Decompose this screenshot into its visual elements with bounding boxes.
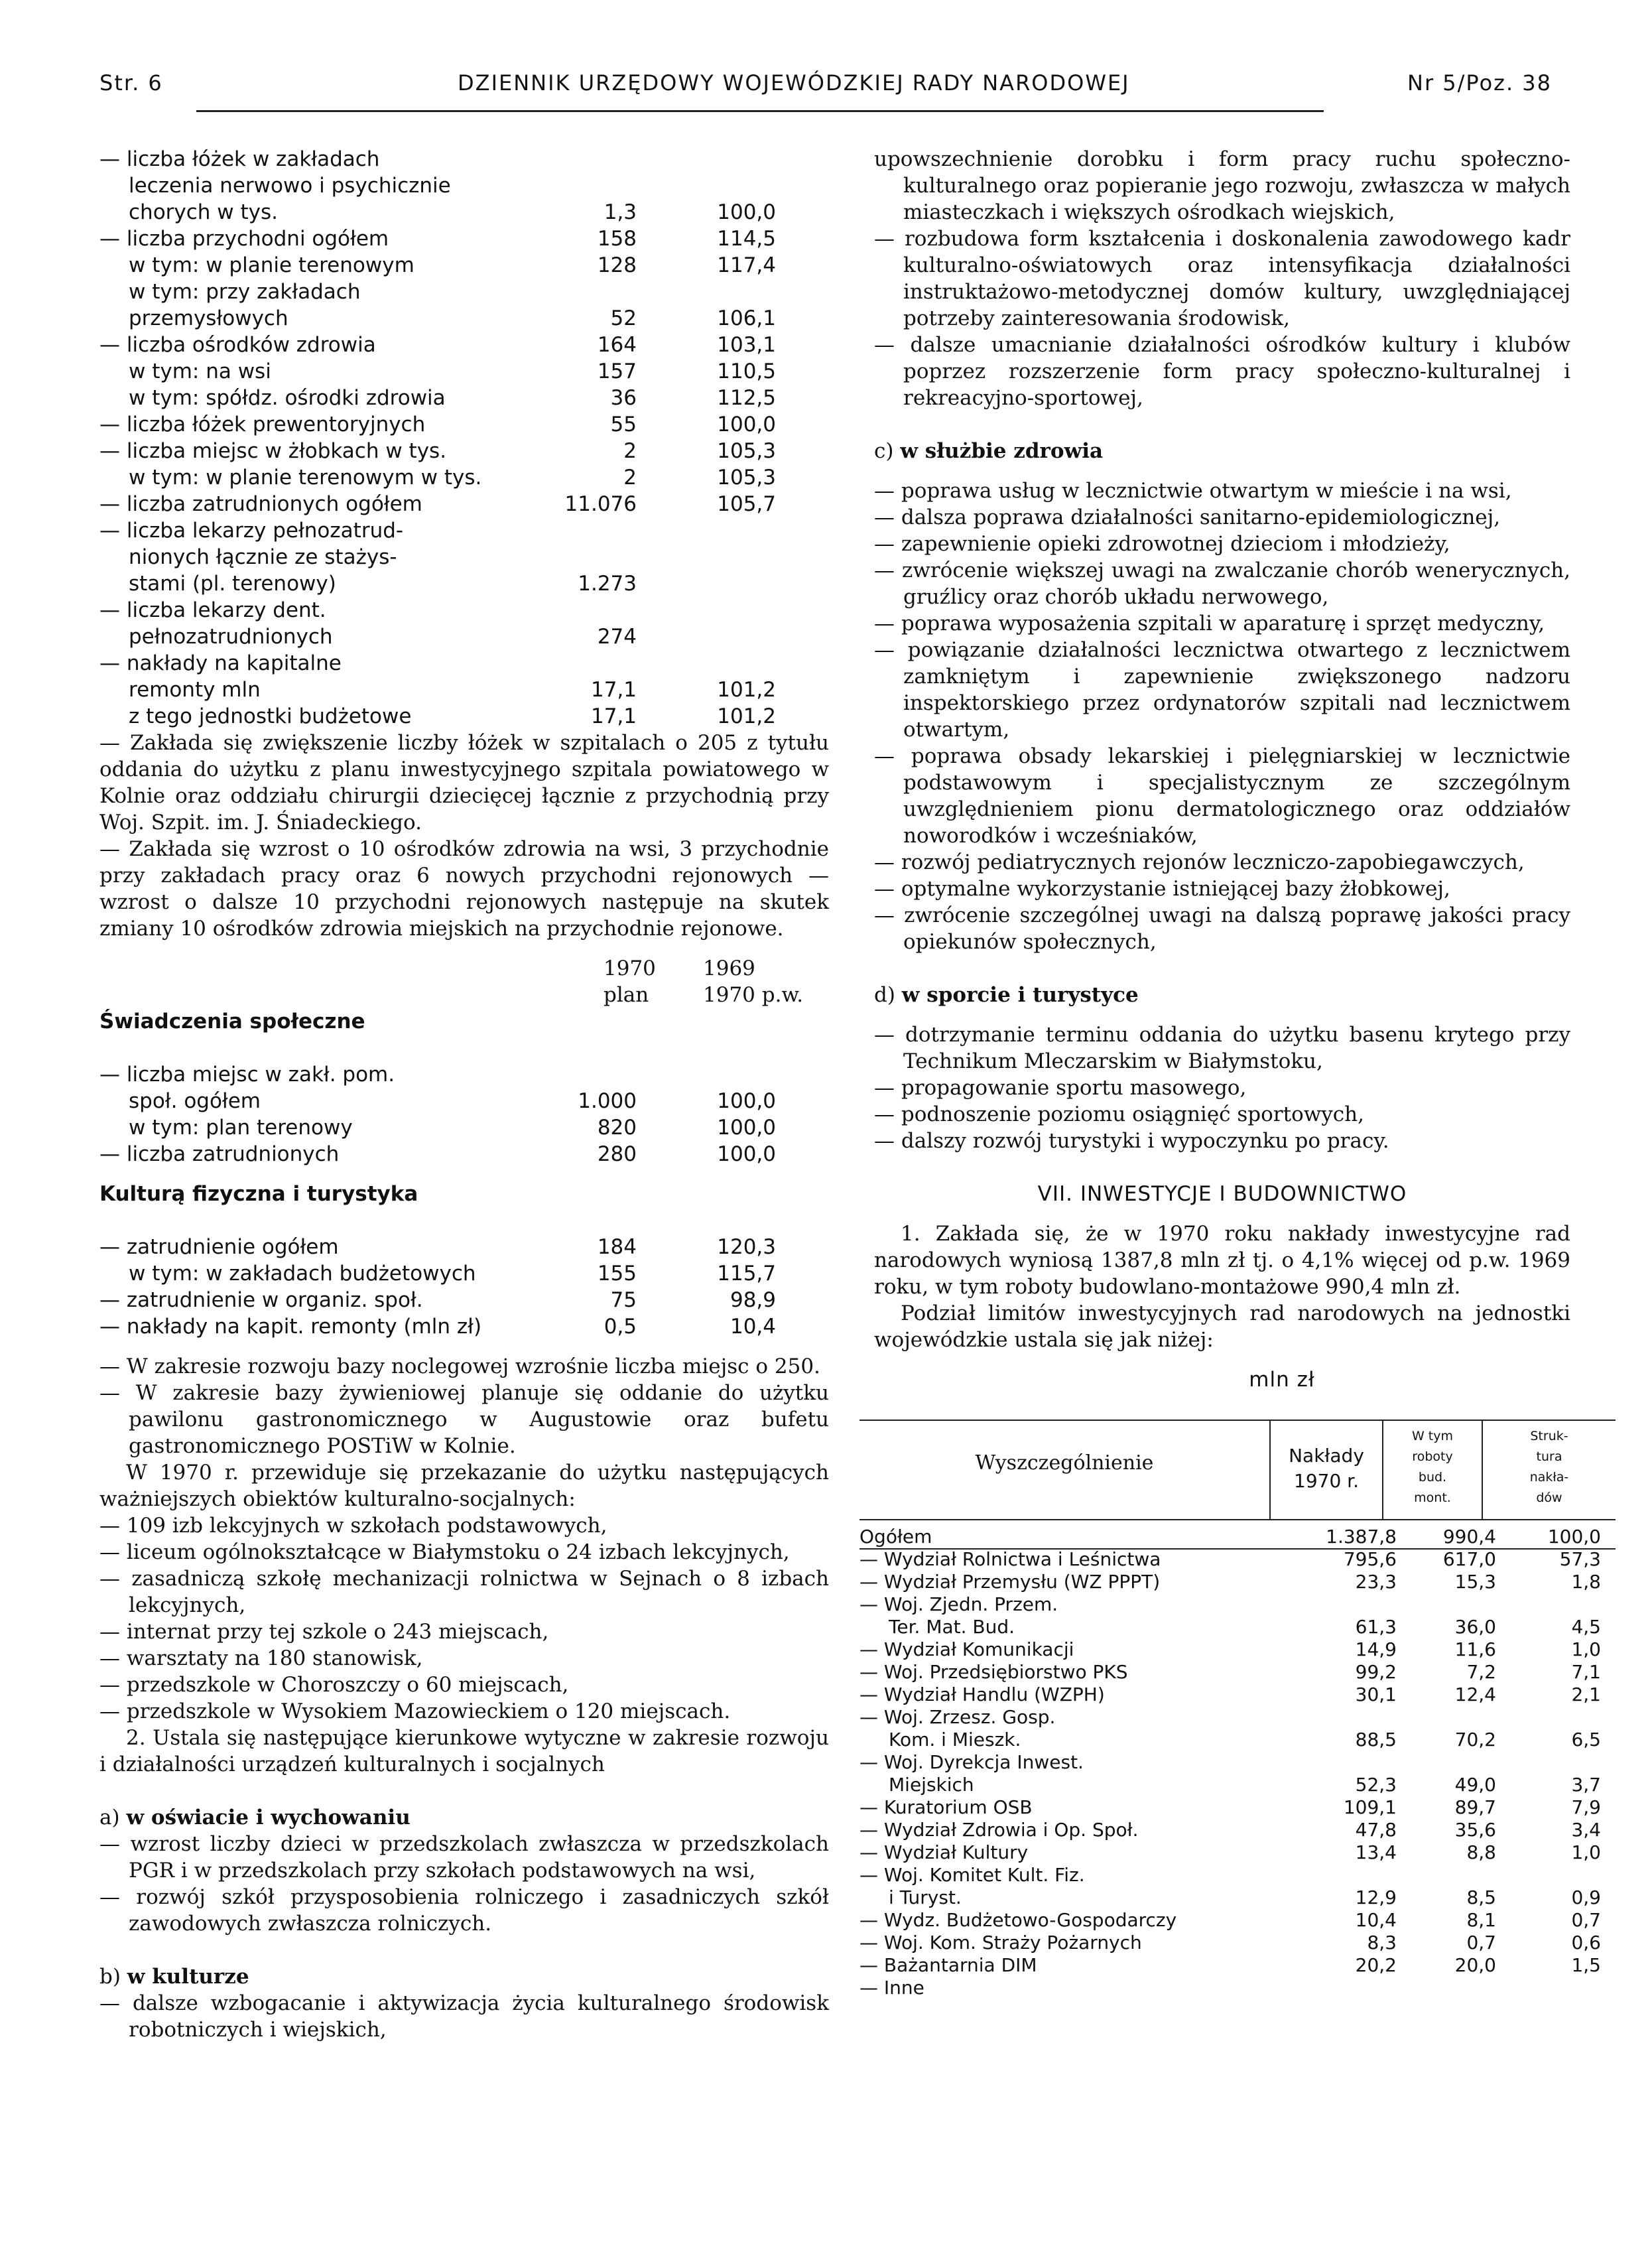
- list-item: — rozbudowa form kształcenia i doskonalenia zawodowego kadr kulturalno-oświatowych oraz intensyfikacja działalności instruktażowo-metodycznej domów kultury, uwzględniającej potrzeby zainteresowania środowisk,: [874, 227, 1570, 330]
- cell-value: 1,8: [1571, 1571, 1601, 1593]
- row-label: — liczba łóżek prewentoryjnych: [99, 413, 426, 436]
- value-1970-plan: 1.000: [578, 1089, 637, 1113]
- value-1970-plan: 0,5: [604, 1315, 637, 1339]
- row-label: — Wydz. Budżetowo-Gospodarczy: [859, 1909, 1177, 1931]
- table-row: [99, 464, 829, 491]
- cell-value: 47,8: [1355, 1819, 1397, 1841]
- page-header: [99, 70, 1552, 110]
- table-row: [859, 1751, 1616, 1775]
- table-row: [99, 1234, 829, 1260]
- table-top-rule: [859, 1420, 1616, 1421]
- unit-label: mln zł: [1249, 1368, 1315, 1392]
- cell-value: 10,4: [1355, 1909, 1397, 1931]
- health-paragraph-beds: — Zakłada się zwiększenie liczby łóżek w szpitalach o 205 z tytułu oddania do użytku z planu inwestycyjnego szpitala powiatowego w Kolnie oraz oddziału chirurgii dziecięcej łącznie z przychodnią przy Woj. Szpit. im. J. Śniadeckiego.: [99, 731, 829, 834]
- right-column: [859, 146, 1601, 1999]
- list-item: — dalsza poprawa działalności sanitarno-epidemiologicznej,: [874, 505, 1501, 529]
- cell-value: 12,4: [1454, 1684, 1496, 1705]
- row-label: — liczba ośrodków zdrowia: [99, 333, 376, 357]
- table-row: [99, 385, 829, 411]
- paragraph: — 109 izb lekcyjnych w szkołach podstawowych,: [99, 1514, 607, 1538]
- cell-value: 617,0: [1442, 1548, 1496, 1570]
- value-1970-plan: 274: [597, 625, 637, 649]
- cell-value: 36,0: [1454, 1616, 1496, 1638]
- value-percent: 101,2: [717, 704, 776, 728]
- cell-value: 8,5: [1466, 1886, 1496, 1908]
- value-percent: 112,5: [717, 386, 776, 410]
- table-row: [99, 358, 829, 385]
- value-percent: 98,9: [730, 1288, 776, 1312]
- table-row: [859, 1593, 1616, 1617]
- row-label: — Woj. Kom. Straży Pożarnych: [859, 1932, 1142, 1953]
- value-1970-plan: 2: [623, 439, 637, 463]
- value-percent: 103,1: [717, 333, 776, 357]
- header-rule: [196, 110, 1324, 112]
- cell-value: 0,7: [1466, 1932, 1496, 1953]
- value-percent: 101,2: [717, 678, 776, 702]
- value-1970-plan: 2: [623, 466, 637, 490]
- table-row: [99, 570, 829, 597]
- row-label: w tym: przy zakładach: [129, 280, 361, 304]
- row-label: — Woj. Zrzesz. Gosp.: [859, 1706, 1056, 1728]
- value-percent: 105,3: [717, 466, 776, 490]
- value-1970-plan: 17,1: [590, 704, 637, 728]
- social-benefits-table: [99, 1061, 829, 1167]
- cell-value: 8,1: [1466, 1909, 1496, 1931]
- table-row: [859, 1774, 1616, 1798]
- table-row: [99, 1141, 829, 1167]
- table-row: [859, 1932, 1616, 1955]
- value-1970-plan: 17,1: [590, 678, 637, 702]
- journal-title: DZIENNIK URZĘDOWY WOJEWÓDZKIEJ RADY NARODOWEJ: [458, 70, 1130, 96]
- row-label: z tego jednostki budżetowe: [129, 704, 412, 728]
- culture-list: [99, 1990, 829, 2043]
- row-label: — nakłady na kapitalne: [99, 651, 342, 675]
- value-1970-plan: 11.076: [564, 492, 637, 516]
- row-label: — zatrudnienie w organiz. społ.: [99, 1288, 423, 1312]
- cell-value: 20,0: [1454, 1954, 1496, 1976]
- row-label: — Kuratorium OSB: [859, 1796, 1033, 1818]
- table-row: [859, 1864, 1616, 1888]
- row-label: — zatrudnienie ogółem: [99, 1235, 339, 1259]
- list-item: — optymalne wykorzystanie istniejącej bazy żłobkowej,: [874, 877, 1450, 901]
- list-item: — zapewnienie opieki zdrowotnej dzieciom i młodzieży,: [874, 532, 1450, 556]
- table-row: [99, 199, 829, 226]
- cell-value: 7,9: [1571, 1796, 1601, 1818]
- table-header-rule: [859, 1519, 1616, 1520]
- cell-value: 57,3: [1559, 1548, 1601, 1570]
- cell-value: 8,8: [1466, 1841, 1496, 1863]
- table-row: [99, 332, 829, 358]
- culture-continued-list: [874, 146, 1570, 411]
- table-row: [99, 544, 829, 570]
- list-item: — dotrzymanie terminu oddania do użytku basenu krytego przy Technikum Mleczarskim w Białymstoku,: [874, 1023, 1570, 1073]
- row-label: — Bażantarnia DIM: [859, 1954, 1037, 1976]
- value-percent: 100,0: [717, 1142, 776, 1166]
- table-row: [859, 1526, 1616, 1550]
- cell-value: 8,3: [1367, 1932, 1397, 1953]
- table-row: [99, 1313, 829, 1340]
- cell-value: 52,3: [1355, 1774, 1397, 1796]
- row-label: Kom. i Mieszk.: [889, 1729, 1021, 1751]
- row-label: Ter. Mat. Bud.: [889, 1616, 1015, 1638]
- list-item: — dalszy rozwój turystyki i wypoczynku po pracy.: [874, 1129, 1389, 1153]
- cell-value: 6,5: [1571, 1729, 1601, 1751]
- list-item: — zwrócenie większej uwagi na zwalczanie chorób wenerycznych, gruźlicy oraz chorób układu nerwowego,: [874, 559, 1570, 609]
- col-header-structure: Struk- tura nakła- dów: [1529, 1429, 1569, 1505]
- list-item: — podnoszenie poziomu osiągnięć sportowych,: [874, 1102, 1364, 1126]
- year-1969-pw: 1970 p.w.: [703, 983, 804, 1007]
- row-label: leczenia nerwowo i psychicznie: [129, 174, 451, 198]
- cell-value: 14,9: [1355, 1638, 1397, 1660]
- cell-value: 990,4: [1442, 1526, 1496, 1548]
- table-row: [859, 1638, 1616, 1662]
- row-label: — Woj. Przedsiębiorstwo PKS: [859, 1661, 1128, 1683]
- row-label: — Wydział Rolnictwa i Leśnictwa: [859, 1548, 1161, 1570]
- table-row: [99, 438, 829, 464]
- row-label: — liczba zatrudnionych ogółem: [99, 492, 422, 516]
- value-percent: 100,0: [717, 200, 776, 224]
- table-row: [99, 1114, 829, 1141]
- row-label: w tym: na wsi: [129, 360, 271, 383]
- row-label: w tym: w planie terenowym w tys.: [129, 466, 482, 490]
- col-header-construction: W tym roboty bud. mont.: [1411, 1429, 1454, 1505]
- list-item: — dalsze wzbogacanie i aktywizacja życia kulturalnego środowisk robotniczych i wiejskich,: [99, 1991, 829, 2042]
- paragraph: — W zakresie rozwoju bazy noclegowej wzrośnie liczba miejsc o 250.: [99, 1355, 820, 1378]
- paragraph: — internat przy tej szkole o 243 miejscach,: [99, 1620, 549, 1644]
- table-row: [99, 703, 829, 730]
- left-paragraphs: [99, 1353, 829, 1778]
- table-row: [859, 1571, 1616, 1595]
- table-row: [99, 279, 829, 305]
- row-label: — Inne: [859, 1977, 924, 1999]
- value-percent: 120,3: [717, 1235, 776, 1259]
- list-item: — zwrócenie szczególnej uwagi na dalszą poprawę jakości pracy opiekunów społecznych,: [874, 903, 1570, 954]
- left-column: [99, 146, 829, 2043]
- table-row: [99, 677, 829, 703]
- list-item: upowszechnienie dorobku i form pracy ruchu społeczno-kulturalnego oraz popieranie jego rozwoju, zwłaszcza w małych miasteczkach i większych ośrodkach wiejskich,: [874, 147, 1570, 224]
- value-1970-plan: 36: [610, 386, 637, 410]
- cell-value: 23,3: [1355, 1571, 1397, 1593]
- value-percent: 105,7: [717, 492, 776, 516]
- education-heading: a) w oświacie i wychowaniu: [99, 1806, 411, 1829]
- table-row: [99, 491, 829, 517]
- table-row: [859, 1819, 1616, 1843]
- row-label: — nakłady na kapit. remonty (mln zł): [99, 1315, 482, 1339]
- value-percent: 110,5: [717, 360, 776, 383]
- row-label: pełnozatrudnionych: [129, 625, 333, 649]
- row-label: — liczba przychodni ogółem: [99, 227, 389, 251]
- row-label: i Turyst.: [889, 1886, 962, 1908]
- value-1970-plan: 75: [610, 1288, 637, 1312]
- table-row: [859, 1954, 1616, 1978]
- health-indicator-table: [99, 146, 829, 730]
- table-row: [99, 517, 829, 544]
- cell-value: 109,1: [1343, 1796, 1397, 1818]
- row-label: stami (pl. terenowy): [129, 572, 336, 596]
- culture-heading: b) w kulturze: [99, 1965, 249, 1989]
- row-label: — Wydział Zdrowia i Op. Społ.: [859, 1819, 1139, 1841]
- year-1970: 1970: [604, 957, 656, 980]
- table-row: [859, 1661, 1616, 1685]
- cell-value: 1,5: [1571, 1954, 1601, 1976]
- cell-value: 35,6: [1454, 1819, 1496, 1841]
- row-label: w tym: spółdz. ośrodki zdrowia: [129, 386, 446, 410]
- list-item: — poprawa wyposażenia szpitali w aparaturę i sprzęt medyczny,: [874, 612, 1545, 635]
- cell-value: 13,4: [1355, 1841, 1397, 1863]
- col-header-name: Wyszczególnienie: [975, 1451, 1154, 1475]
- row-label: — liczba lekarzy pełnozatrud-: [99, 519, 404, 543]
- row-label: Miejskich: [889, 1774, 974, 1796]
- cell-value: 3,7: [1571, 1774, 1601, 1796]
- table-row: [859, 1684, 1616, 1707]
- value-percent: 114,5: [717, 227, 776, 251]
- year-column-header: [99, 955, 829, 1008]
- row-label: remonty mln: [129, 678, 261, 702]
- paragraph: — zasadniczą szkołę mechanizacji rolnictwa w Sejnach o 8 izbach lekcyjnych,: [99, 1567, 829, 1617]
- social-benefits-title: Świadczenia społeczne: [99, 1010, 365, 1033]
- table-row: [99, 411, 829, 438]
- list-item: — rozwój szkół przysposobienia rolniczego i zasadniczych szkół zawodowych zwłaszcza rolniczych.: [99, 1885, 829, 1936]
- table-row: [859, 1977, 1616, 2001]
- value-1970-plan: 55: [610, 413, 637, 436]
- table-row: [859, 1616, 1616, 1640]
- table-row: [99, 1061, 829, 1088]
- cell-value: 0,9: [1571, 1886, 1601, 1908]
- physical-culture-title: Kulturą fizyczna i turystyka: [99, 1182, 418, 1206]
- row-label: nionych łącznie ze stażys-: [129, 545, 397, 569]
- cell-value: 1,0: [1571, 1638, 1601, 1660]
- table-row: [859, 1796, 1616, 1820]
- row-label: — Wydział Przemysłu (WZ PPPT): [859, 1571, 1161, 1593]
- investment-section-title: VII. INWESTYCJE I BUDOWNICTWO: [1037, 1182, 1407, 1206]
- sport-directions-list: [874, 1022, 1570, 1154]
- investment-table: [859, 1420, 1616, 1999]
- value-1970-plan: 280: [597, 1142, 637, 1166]
- table-row: [99, 597, 829, 624]
- cell-value: 61,3: [1355, 1616, 1397, 1638]
- year-1970-plan: plan: [604, 983, 649, 1007]
- cell-value: 0,7: [1571, 1909, 1601, 1931]
- row-label: — liczba lekarzy dent.: [99, 598, 326, 622]
- health-paragraph-clinics: — Zakłada się wzrost o 10 ośrodków zdrowia na wsi, 3 przychodnie przy zakładach pracy oraz 6 nowych przychodni rejonowych — wzrost o dalsze 10 przychodni rejonowych następuje na skutek zmiany 10 ośrodków zdrowia miejskich na przychodnie rejonowe.: [99, 837, 829, 941]
- cell-value: 88,5: [1355, 1729, 1397, 1751]
- value-percent: 105,3: [717, 439, 776, 463]
- row-label: społ. ogółem: [129, 1089, 261, 1113]
- table-row: [859, 1841, 1616, 1865]
- value-percent: 117,4: [717, 253, 776, 277]
- table-row: [859, 1706, 1616, 1730]
- list-item: — poprawa obsady lekarskiej i pielęgniarskiej w lecznictwie podstawowym i specjalistycznym ze szczególnym uwzględnieniem pionu dermatologicznego oraz oddziałów noworodków i wcześniaków,: [874, 744, 1570, 848]
- cell-value: 3,4: [1571, 1819, 1601, 1841]
- value-percent: 10,4: [730, 1315, 776, 1339]
- list-item: — wzrost liczby dzieci w przedszkolach zwłaszcza w przedszkolach PGR i w przedszkolach przy szkołach podstawowych na wsi,: [99, 1832, 829, 1883]
- paragraph: — przedszkole w Choroszczy o 60 miejscach,: [99, 1673, 569, 1697]
- value-percent: 100,0: [717, 413, 776, 436]
- list-item: — powiązanie działalności lecznictwa otwartego z lecznictwem zamkniętym i zapewnienie zwiększonego nadzoru inspektorskiego przez ordynatorów szpitali nad lecznictwem otwartym,: [874, 638, 1570, 742]
- value-1970-plan: 184: [597, 1235, 637, 1259]
- cell-value: 1.387,8: [1326, 1526, 1397, 1548]
- value-percent: 106,1: [717, 306, 776, 330]
- cell-value: 7,2: [1466, 1661, 1496, 1683]
- cell-value: 1,0: [1571, 1841, 1601, 1863]
- cell-value: 20,2: [1355, 1954, 1397, 1976]
- table-row: [859, 1729, 1616, 1753]
- table-row: [99, 305, 829, 332]
- value-percent: 100,0: [717, 1116, 776, 1140]
- health-directions-list: [874, 478, 1570, 955]
- row-label: — liczba miejsc w żłobkach w tys.: [99, 439, 447, 463]
- row-label: — Wydział Handlu (WZPH): [859, 1684, 1105, 1705]
- cell-value: 2,1: [1571, 1684, 1601, 1705]
- table-row: [99, 1088, 829, 1114]
- row-label: chorych w tys.: [129, 200, 279, 224]
- education-list: [99, 1831, 829, 1937]
- row-label: — liczba łóżek w zakładach: [99, 147, 380, 171]
- row-label: — Woj. Zjedn. Przem.: [859, 1593, 1058, 1615]
- row-label: — Woj. Komitet Kult. Fiz.: [859, 1864, 1085, 1886]
- table-row: [99, 226, 829, 252]
- row-label: — Woj. Dyrekcja Inwest.: [859, 1751, 1084, 1773]
- row-label: Ogółem: [859, 1526, 932, 1548]
- cell-value: 99,2: [1355, 1661, 1397, 1683]
- paragraph: — liceum ogólnokształcące w Białymstoku o 24 izbach lekcyjnych,: [99, 1540, 790, 1564]
- table-row: [99, 1287, 829, 1313]
- cell-value: 4,5: [1571, 1616, 1601, 1638]
- cell-value: 30,1: [1355, 1684, 1397, 1705]
- cell-value: 49,0: [1454, 1774, 1496, 1796]
- paragraph: — przedszkole w Wysokiem Mazowieckiem o 120 miejscach.: [99, 1699, 731, 1723]
- table-row: [859, 1548, 1616, 1572]
- paragraph: — warsztaty na 180 stanowisk,: [99, 1646, 423, 1670]
- value-1970-plan: 164: [597, 333, 637, 357]
- table-row: [99, 650, 829, 677]
- list-item: — poprawa usług w lecznictwie otwartym w mieście i na wsi,: [874, 479, 1512, 503]
- row-label: — Wydział Kultury: [859, 1841, 1029, 1863]
- cell-value: 70,2: [1454, 1729, 1496, 1751]
- list-item: — rozwój pediatrycznych rejonów leczniczo-zapobiegawczych,: [874, 850, 1525, 874]
- row-label: w tym: w planie terenowym: [129, 253, 414, 277]
- value-1970-plan: 52: [610, 306, 637, 330]
- col-header-outlays: Nakłady 1970 r.: [1289, 1445, 1364, 1492]
- value-1970-plan: 1.273: [578, 572, 637, 596]
- table-row: [99, 252, 829, 279]
- physical-culture-table: [99, 1234, 829, 1340]
- cell-value: 7,1: [1571, 1661, 1601, 1683]
- issue-number: Nr 5/Poz. 38: [1407, 70, 1552, 96]
- table-row: [99, 1260, 829, 1287]
- row-label: w tym: plan terenowy: [129, 1116, 353, 1140]
- cell-value: 11,6: [1454, 1638, 1496, 1660]
- table-row: [99, 172, 829, 199]
- page-number: Str. 6: [99, 70, 163, 96]
- sport-heading: d) w sporcie i turystyce: [874, 983, 1139, 1007]
- investment-paragraph-2: Podział limitów inwestycyjnych rad narodowych na jednostki wojewódzkie ustala się jak niżej:: [874, 1301, 1570, 1352]
- paragraph: — W zakresie bazy żywieniowej planuje się oddanie do użytku pawilonu gastronomicznego w Augustowie oraz bufetu gastronomicznego POSTiW w Kolnie.: [99, 1381, 829, 1458]
- value-1970-plan: 128: [597, 253, 637, 277]
- cell-value: 100,0: [1547, 1526, 1601, 1548]
- table-row: [99, 624, 829, 650]
- cell-value: 15,3: [1454, 1571, 1496, 1593]
- cell-value: 0,6: [1571, 1932, 1601, 1953]
- investment-paragraph-1: 1. Zakłada się, że w 1970 roku nakłady inwestycyjne rad narodowych wyniosą 1387,8 mln zł tj. o 4,1% więcej od p.w. 1969 roku, w tym roboty budowlano-montażowe 990,4 mln zł.: [874, 1222, 1570, 1299]
- row-label: — Wydział Komunikacji: [859, 1638, 1074, 1660]
- row-label: — liczba zatrudnionych: [99, 1142, 340, 1166]
- table-row: [859, 1886, 1616, 1910]
- cell-value: 89,7: [1454, 1796, 1496, 1818]
- value-percent: 100,0: [717, 1089, 776, 1113]
- value-1970-plan: 1,3: [604, 200, 637, 224]
- value-percent: 115,7: [717, 1262, 776, 1286]
- value-1970-plan: 157: [597, 360, 637, 383]
- list-item: — propagowanie sportu masowego,: [874, 1076, 1247, 1100]
- row-label: w tym: w zakładach budżetowych: [129, 1262, 476, 1286]
- paragraph: 2. Ustala się następujące kierunkowe wytyczne w zakresie rozwoju i działalności urządzeń kulturalnych i socjalnych: [99, 1726, 829, 1776]
- table-row: [859, 1909, 1616, 1933]
- list-item: — dalsze umacnianie działalności ośrodków kultury i klubów poprzez rozszerzenie form pracy społeczno-kulturalnej i rekreacyjno-sportowej,: [874, 333, 1570, 410]
- row-label: przemysłowych: [129, 306, 288, 330]
- row-label: — liczba miejsc w zakł. pom.: [99, 1063, 395, 1087]
- value-1970-plan: 820: [597, 1116, 637, 1140]
- cell-value: 795,6: [1343, 1548, 1397, 1570]
- cell-value: 12,9: [1355, 1886, 1397, 1908]
- table-row: [99, 146, 829, 172]
- health-heading: c) w służbie zdrowia: [874, 439, 1104, 463]
- value-1970-plan: 158: [597, 227, 637, 251]
- year-1969: 1969: [703, 957, 755, 980]
- value-1970-plan: 155: [597, 1262, 637, 1286]
- paragraph: W 1970 r. przewiduje się przekazanie do użytku następujących ważniejszych obiektów kulturalno-socjalnych:: [99, 1461, 829, 1511]
